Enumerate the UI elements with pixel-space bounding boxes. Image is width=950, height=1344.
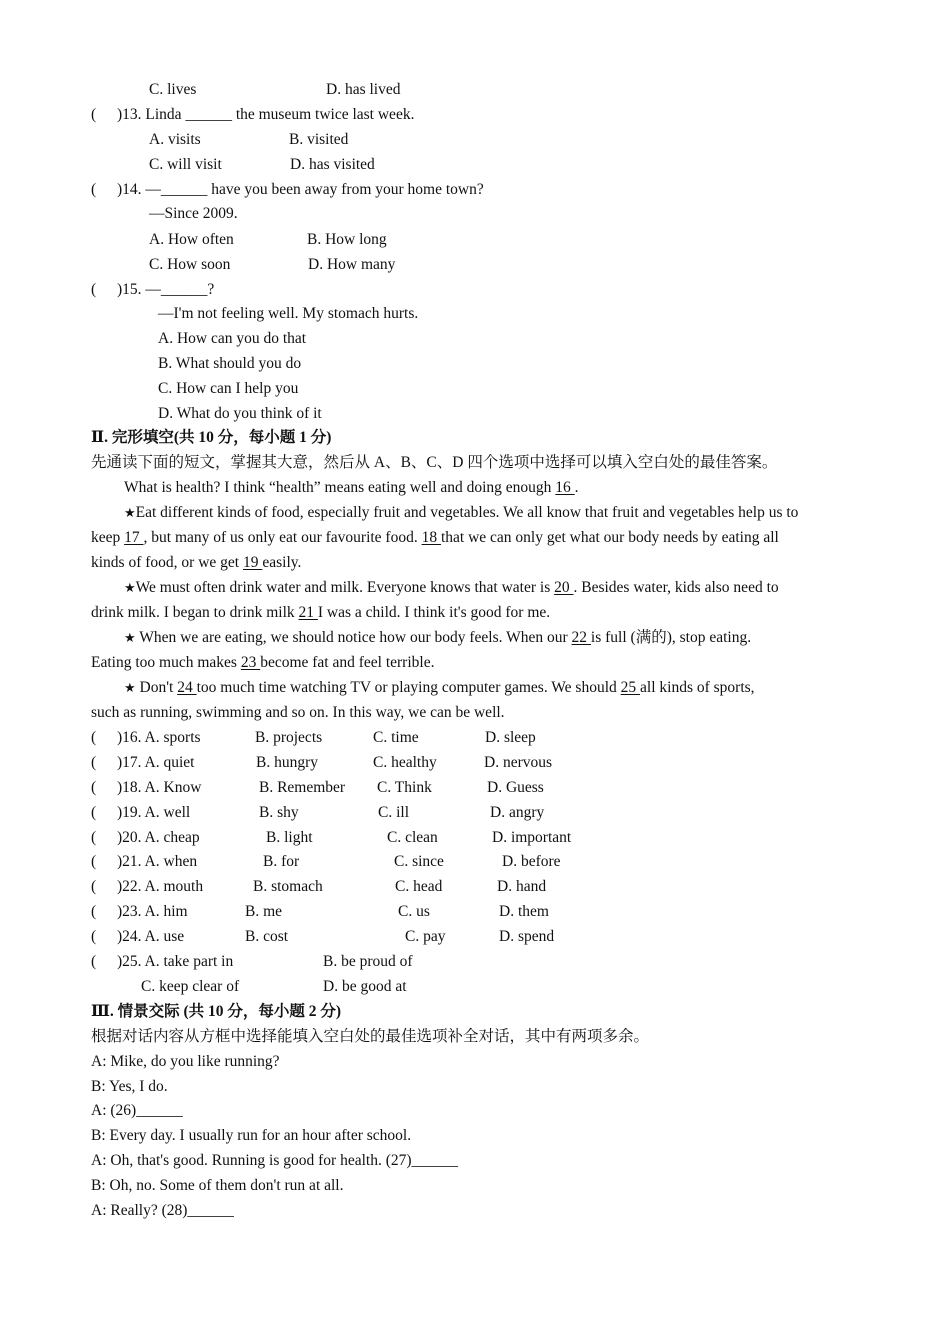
q23-option-c: C. us [398, 903, 430, 920]
q20-option-b: B. light [266, 829, 313, 846]
q15-option-d: D. What do you think of it [158, 405, 322, 422]
q21-option-a: )21. A. when [117, 853, 198, 870]
q23-option-b: B. me [245, 903, 283, 920]
dialogue-line: B: Oh, no. Some of them don't run at all. [91, 1177, 344, 1194]
q15-option-c: C. How can I help you [158, 380, 299, 397]
q21-option-d: D. before [502, 853, 561, 870]
q15-option-a: A. How can you do that [158, 330, 307, 347]
star-icon: ★ [124, 631, 136, 646]
star-icon: ★ [124, 581, 136, 596]
blank-17: 17 [124, 529, 144, 546]
answer-paren: ( [91, 106, 97, 123]
answer-paren: ( [91, 281, 97, 298]
q25-option-a: )25. A. take part in [117, 953, 234, 970]
q16-option-a: )16. A. sports [117, 729, 201, 746]
dialogue-line: B: Yes, I do. [91, 1078, 168, 1095]
q21-option-b: B. for [263, 853, 300, 870]
answer-paren: ( [91, 903, 97, 920]
q14-option-c: C. How soon [149, 256, 231, 273]
q19-option-d: D. angry [490, 804, 545, 821]
q14-option-b: B. How long [307, 231, 387, 248]
passage-line: ★Eat different kinds of food, especially fruit and vegetables. We all know that fruit and vegetables help us to [124, 504, 799, 521]
q24-option-c: C. pay [405, 928, 446, 945]
blank-23: 23 [240, 654, 261, 671]
answer-paren: ( [91, 853, 97, 870]
q12-option-c: C. lives [149, 81, 197, 98]
star-icon: ★ [124, 506, 136, 521]
answer-paren: ( [91, 928, 97, 945]
answer-paren: ( [91, 754, 97, 771]
q19-option-c: C. ill [378, 804, 410, 821]
answer-paren: ( [91, 804, 97, 821]
q16-option-b: B. projects [255, 729, 323, 746]
q18-option-d: D. Guess [487, 779, 544, 796]
blank-24: 24 [177, 679, 197, 696]
q13-option-a: A. visits [149, 131, 201, 148]
dialogue-line: A: Mike, do you like running? [91, 1053, 280, 1070]
passage-line: Eating too much makes 23 become fat and feel terrible. [91, 654, 435, 671]
section-heading-dialogue: Ⅲ. 情景交际 (共 10 分，每小题 2 分) [91, 1003, 342, 1020]
q17-option-a: )17. A. quiet [117, 754, 195, 771]
answer-paren: ( [91, 829, 97, 846]
answer-paren: ( [91, 779, 97, 796]
q19-option-b: B. shy [259, 804, 299, 821]
q22-option-c: C. head [395, 878, 443, 895]
section-heading-cloze: Ⅱ. 完形填空(共 10 分，每小题 1 分) [91, 429, 332, 446]
q15-option-b: B. What should you do [158, 355, 302, 372]
q14-option-a: A. How often [149, 231, 234, 248]
q15-reply: —I'm not feeling well. My stomach hurts. [158, 305, 419, 322]
blank-18: 18 [421, 529, 441, 546]
blank-19: 19 [242, 554, 263, 571]
q14-reply: —Since 2009. [149, 205, 238, 222]
blank-22: 22 [571, 629, 591, 646]
q25-option-b: B. be proud of [323, 953, 413, 970]
q22-option-d: D. hand [497, 878, 547, 895]
section-instruction-cloze: 先通读下面的短文，掌握其大意，然后从 A、B、C、D 四个选项中选择可以填入空白处的最佳答案。 [91, 454, 778, 471]
blank-21: 21 [298, 604, 318, 621]
passage-line: keep 17 , but many of us only eat our favourite food. 18 that we can only get what our body needs by eating all [91, 529, 779, 546]
q16-option-d: D. sleep [485, 729, 536, 746]
q17-option-d: D. nervous [484, 754, 553, 771]
q22-option-a: )22. A. mouth [117, 878, 204, 895]
q25-option-d: D. be good at [323, 978, 407, 995]
dialogue-line: B: Every day. I usually run for an hour after school. [91, 1127, 412, 1144]
passage-line: such as running, swimming and so on. In this way, we can be well. [91, 704, 505, 721]
q20-option-a: )20. A. cheap [117, 829, 200, 846]
dialogue-line: A: Oh, that's good. Running is good for health. (27)______ [91, 1152, 459, 1169]
passage-line: What is health? I think “health” means eating well and doing enough 16 . [124, 479, 579, 496]
q21-option-c: C. since [394, 853, 444, 870]
answer-paren: ( [91, 729, 97, 746]
q23-option-d: D. them [499, 903, 549, 920]
star-icon: ★ [124, 681, 136, 696]
q18-option-c: C. Think [377, 779, 432, 796]
q20-option-d: D. important [492, 829, 572, 846]
dialogue-line: A: Really? (28)______ [91, 1202, 234, 1219]
q13-option-c: C. will visit [149, 156, 222, 173]
q22-option-b: B. stomach [253, 878, 323, 895]
answer-paren: ( [91, 953, 97, 970]
passage-line: kinds of food, or we get 19 easily. [91, 554, 302, 571]
blank-16: 16 [555, 479, 575, 496]
q13-stem: )13. Linda ______ the museum twice last week. [117, 106, 415, 123]
q15-stem: )15. —______? [117, 281, 215, 298]
q23-option-a: )23. A. him [117, 903, 188, 920]
answer-paren: ( [91, 181, 97, 198]
q17-option-b: B. hungry [256, 754, 318, 771]
q18-option-a: )18. A. Know [117, 779, 202, 796]
q14-stem: )14. —______ have you been away from your home town? [117, 181, 484, 198]
passage-line: ★We must often drink water and milk. Everyone knows that water is 20 . Besides water, kids also need to [124, 579, 779, 596]
q13-option-b: B. visited [289, 131, 349, 148]
passage-line: ★ When we are eating, we should notice how our body feels. When our 22 is full (满的), stop eating. [124, 629, 752, 646]
q19-option-a: )19. A. well [117, 804, 191, 821]
q12-option-d: D. has lived [326, 81, 401, 98]
q24-option-b: B. cost [245, 928, 289, 945]
blank-25: 25 [620, 679, 641, 696]
q24-option-d: D. spend [499, 928, 555, 945]
q18-option-b: B. Remember [259, 779, 346, 796]
q24-option-a: )24. A. use [117, 928, 185, 945]
q20-option-c: C. clean [387, 829, 438, 846]
answer-paren: ( [91, 878, 97, 895]
dialogue-line: A: (26)______ [91, 1102, 183, 1119]
q13-option-d: D. has visited [290, 156, 375, 173]
q17-option-c: C. healthy [373, 754, 437, 771]
q16-option-c: C. time [373, 729, 419, 746]
passage-line: drink milk. I began to drink milk 21 I was a child. I think it's good for me. [91, 604, 551, 621]
q25-option-c: C. keep clear of [141, 978, 240, 995]
section-instruction-dialogue: 根据对话内容从方框中选择能填入空白处的最佳选项补全对话，其中有两项多余。 [91, 1028, 650, 1045]
passage-line: ★ Don't 24 too much time watching TV or playing computer games. We should 25 all kinds of sports, [124, 679, 755, 696]
blank-20: 20 [554, 579, 574, 596]
q14-option-d: D. How many [308, 256, 396, 273]
